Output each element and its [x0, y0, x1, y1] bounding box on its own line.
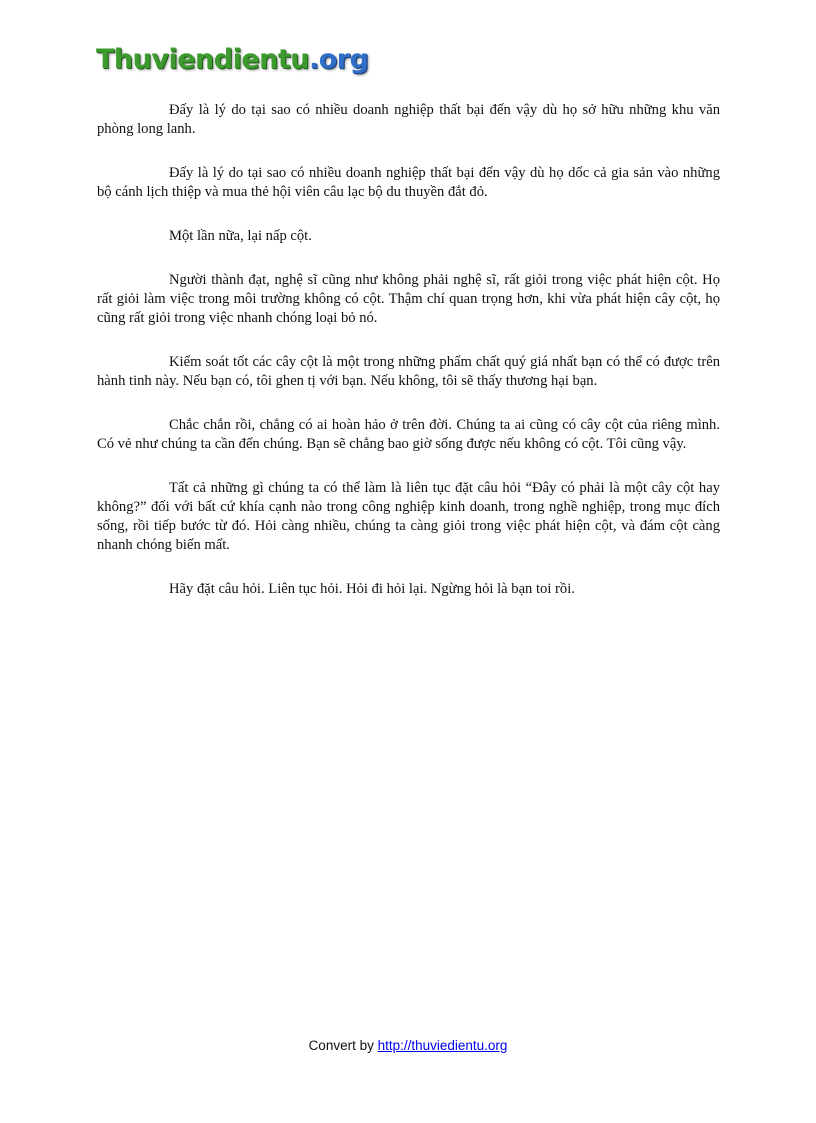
logo-main-text: Thuviendientu	[96, 44, 309, 75]
paragraph: Đấy là lý do tại sao có nhiều doanh nghiệp thất bại đến vậy dù họ dốc cả gia sản vào những bộ cánh lịch thiệp và mua thẻ hội viên câu lạc bộ du thuyền đắt đỏ.	[97, 165, 720, 200]
logo-domain-text: .org	[309, 44, 369, 75]
site-logo	[96, 46, 368, 73]
paragraph: Kiểm soát tốt các cây cột là một trong những phẩm chất quý giá nhất bạn có thể có được trên hành tinh này. Nếu bạn có, tôi ghen tị với bạn. Nếu không, tôi sẽ thấy thương hại bạn.	[97, 354, 720, 389]
footer-prefix: Convert by	[308, 1038, 378, 1053]
paragraph: Hãy đặt câu hỏi. Liên tục hỏi. Hỏi đi hỏi lại. Ngừng hỏi là bạn toi rồi.	[169, 581, 575, 597]
paragraph: Chắc chắn rồi, chẳng có ai hoàn hảo ở trên đời. Chúng ta ai cũng có cây cột của riêng mình. Có vẻ như chúng ta cần đến chúng. Bạn sẽ chẳng bao giờ sống được nếu không có cột. Tôi cũng vậy.	[97, 417, 720, 452]
paragraph: Tất cả những gì chúng ta có thể làm là liên tục đặt câu hỏi “Đây có phải là một cây cột hay không?” đối với bất cứ khía cạnh nào trong công nghiệp kinh doanh, trong nghề nghiệp, trong mục đích sống, rồi tiếp bước từ đó. Hỏi càng nhiều, chúng ta càng giỏi trong việc phát hiện cột, và đám cột càng nhanh chóng biến mất.	[97, 480, 720, 553]
paragraph: Đấy là lý do tại sao có nhiều doanh nghiệp thất bại đến vậy dù họ sở hữu những khu văn phòng long lanh.	[97, 102, 720, 137]
document-body	[97, 101, 720, 624]
page-footer	[0, 1038, 816, 1053]
paragraph: Người thành đạt, nghệ sĩ cũng như không phải nghệ sĩ, rất giỏi trong việc phát hiện cột. Họ rất giỏi làm việc trong môi trường không có cột. Thậm chí quan trọng hơn, khi vừa phát hiện cây cột, họ cũng rất giỏi trong việc nhanh chóng loại bỏ nó.	[97, 272, 720, 326]
paragraph: Một lần nữa, lại nấp cột.	[169, 228, 312, 244]
footer-link[interactable]: http://thuviedientu.org	[377, 1038, 508, 1053]
